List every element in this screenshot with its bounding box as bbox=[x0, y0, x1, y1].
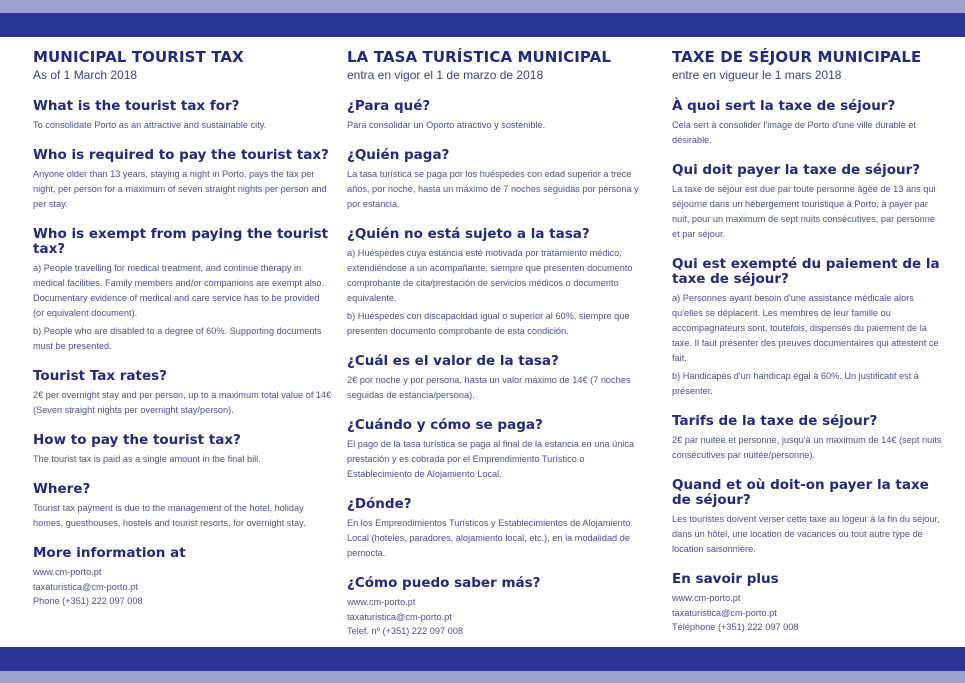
section-heading: ¿Quién no está sujeto a la tasa? bbox=[347, 226, 590, 242]
section-where bbox=[33, 482, 333, 531]
section-exempt bbox=[33, 227, 333, 354]
email-link[interactable]: taxaturistica@cm-porto.pt bbox=[672, 607, 777, 618]
page-subtitle: As of 1 March 2018 bbox=[33, 68, 138, 82]
section-heading: En savoir plus bbox=[672, 571, 779, 587]
section-how-to-pay bbox=[33, 433, 333, 467]
section-body: b) Huéspedes con discapacidad igual o superior al 60%, siempre que presenten documento comprobante de esta condición. bbox=[347, 311, 630, 336]
section-exempt bbox=[672, 257, 942, 399]
section-where bbox=[347, 497, 647, 561]
section-heading: ¿Quién paga? bbox=[347, 147, 450, 163]
section-body: To consolidate Porto as an attractive and sustainable city. bbox=[33, 120, 267, 130]
section-heading: Qui est exempté du paiement de la taxe de séjour? bbox=[672, 256, 940, 287]
section-body: a) People travelling for medical treatment, and continue therapy in medical facilities. Family members and/or companions are exempt also. Documentary evidence of medical and care service has to be provided (or equivalent document). bbox=[33, 263, 325, 318]
section-body: Les touristes doivent verser cette taxe au logeur à la fin du séjour, dans un hôtel, une location de vacances ou tout autre type de location saisonnière. bbox=[672, 514, 940, 554]
section-who-pays bbox=[347, 148, 647, 212]
website-link[interactable]: www.cm-porto.pt bbox=[347, 597, 416, 607]
email-link[interactable]: taxaturistica@cm-porto.pt bbox=[347, 611, 452, 622]
phone-text: Téléphone (+351) 222 097 008 bbox=[672, 622, 799, 632]
section-how-to-pay bbox=[672, 478, 942, 557]
section-heading: Who is exempt from paying the tourist tax? bbox=[33, 226, 329, 257]
phone-text: Phone (+351) 222 097 008 bbox=[33, 596, 143, 606]
section-rates bbox=[33, 369, 333, 418]
french-column bbox=[672, 48, 942, 635]
section-rates bbox=[672, 414, 942, 463]
section-heading: More information at bbox=[33, 545, 186, 561]
section-body: 2€ per overnight stay and per person, up to a maximum total value of 14€ (Seven straight nights per overnight stay/person). bbox=[33, 390, 332, 415]
section-heading: Qui doit payer la taxe de séjour? bbox=[672, 162, 921, 178]
section-body: 2€ par nuitée et personne, jusqu'à un maximum de 14€ (sept nuits consécutives par nuitée/personne). bbox=[672, 435, 942, 460]
section-body: Para consolidar un Oporto atractivo y sostenible. bbox=[347, 120, 546, 130]
section-body: b) People who are disabled to a degree of 60%. Supporting documents must be presented. bbox=[33, 326, 322, 351]
section-heading: Quand et où doit-on payer la taxe de séjour? bbox=[672, 477, 929, 508]
section-heading: Tourist Tax rates? bbox=[33, 368, 168, 384]
section-more-info bbox=[672, 572, 942, 635]
section-heading: What is the tourist tax for? bbox=[33, 98, 240, 114]
section-body: b) Handicapés d'un handicap égal à 60%. Un justificatif est à présenter. bbox=[672, 371, 919, 396]
section-heading: Who is required to pay the tourist tax? bbox=[33, 147, 329, 163]
section-how-to-pay bbox=[347, 418, 647, 482]
section-more-info bbox=[347, 576, 647, 639]
section-body: 2€ por noche y por persona, hasta un valor máximo de 14€ (7 noches seguidas de estancia/persona). bbox=[347, 375, 631, 400]
section-heading: ¿Para qué? bbox=[347, 98, 431, 114]
phone-text: Telef. nº (+351) 222 097 008 bbox=[347, 626, 463, 636]
section-body: Tourist tax payment is due to the management of the hotel, holiday homes, guesthouses, hostels and tourist resorts, for overnight stay. bbox=[33, 503, 306, 528]
section-body: El pago de la tasa turística se paga al final de la estancia en una única prestación y es cobrada por el Emprendimiento Turístico o Establecimiento de Alojamiento Local. bbox=[347, 439, 635, 479]
section-exempt bbox=[347, 227, 647, 339]
website-link[interactable]: www.cm-porto.pt bbox=[672, 593, 741, 603]
section-body: La tasa turística se paga por los huéspedes con edad superior a trece años, por noche, hasta un máximo de 7 noches seguidas por persona y por estancia. bbox=[347, 169, 639, 209]
section-more-info bbox=[33, 546, 333, 609]
section-purpose bbox=[347, 99, 647, 133]
top-band-light bbox=[0, 0, 965, 13]
website-link[interactable]: www.cm-porto.pt bbox=[33, 567, 102, 577]
section-rates bbox=[347, 354, 647, 403]
section-body: Cela sert à consolider l'image de Porto d'une ville durable et désirable. bbox=[672, 120, 917, 145]
section-who-pays bbox=[672, 163, 942, 242]
top-band-dark bbox=[0, 13, 965, 37]
section-body: a) Huéspedes cuya estancia esté motivada por tratamiento médico, extendiéndose a un acompañante, siempre que presenten documento comprobante de cita/prestación de servicios médicos o documento equivalente. bbox=[347, 248, 633, 303]
section-heading: Where? bbox=[33, 481, 91, 497]
section-heading: How to pay the tourist tax? bbox=[33, 432, 241, 448]
email-link[interactable]: taxaturistica@cm-porto.pt bbox=[33, 581, 138, 592]
section-heading: Tarifs de la taxe de séjour? bbox=[672, 413, 878, 429]
section-body: The tourist tax is paid as a single amount in the final bill. bbox=[33, 454, 261, 464]
section-heading: À quoi sert la taxe de séjour? bbox=[672, 98, 896, 114]
page-subtitle: entre en vigueur le 1 mars 2018 bbox=[672, 68, 842, 82]
section-heading: ¿Cuál es el valor de la tasa? bbox=[347, 353, 559, 369]
section-heading: ¿Dónde? bbox=[347, 496, 412, 512]
section-purpose bbox=[672, 99, 942, 148]
section-body: a) Personnes ayant besoin d'une assistance médicale alors qu'elles se déplacent. Les membres de leur famille ou accompagnateurs sont, toutefois, dispensés du paiement de la taxe. Il faut présenter des preuves documentaires qui attestent ce fait. bbox=[672, 293, 939, 363]
english-column bbox=[33, 48, 333, 609]
page-title: LA TASA TURÍSTICA MUNICIPAL bbox=[347, 48, 612, 66]
page-subtitle: entra en vigor el 1 de marzo de 2018 bbox=[347, 68, 544, 82]
page-title: TAXE DE SÉJOUR MUNICIPALE bbox=[672, 48, 922, 66]
section-body: En los Emprendimientos Turísticos y Establecimientos de Alojamiento Local (hoteles, paradores, alojamiento local, etc.), en la modalidad de pernocta. bbox=[347, 518, 631, 558]
section-body: La taxe de séjour est due par toute personne âgée de 13 ans qui séjourne dans un hébergement touristique à Porto, à payer par nuit, pour un maximum de sept nuits consécutives, par personne et par séjour. bbox=[672, 184, 936, 239]
section-heading: ¿Cómo puedo saber más? bbox=[347, 575, 541, 591]
spanish-column bbox=[347, 48, 647, 639]
section-heading: ¿Cuándo y cómo se paga? bbox=[347, 417, 543, 433]
page-title: MUNICIPAL TOURIST TAX bbox=[33, 48, 244, 66]
section-purpose bbox=[33, 99, 333, 133]
bottom-band-dark bbox=[0, 647, 965, 671]
section-who-pays bbox=[33, 148, 333, 212]
bottom-band-light bbox=[0, 671, 965, 683]
section-body: Anyone older than 13 years, staying a night in Porto, pays the tax per night, per person for a maximum of seven straight nights per person and per stay. bbox=[33, 169, 327, 209]
